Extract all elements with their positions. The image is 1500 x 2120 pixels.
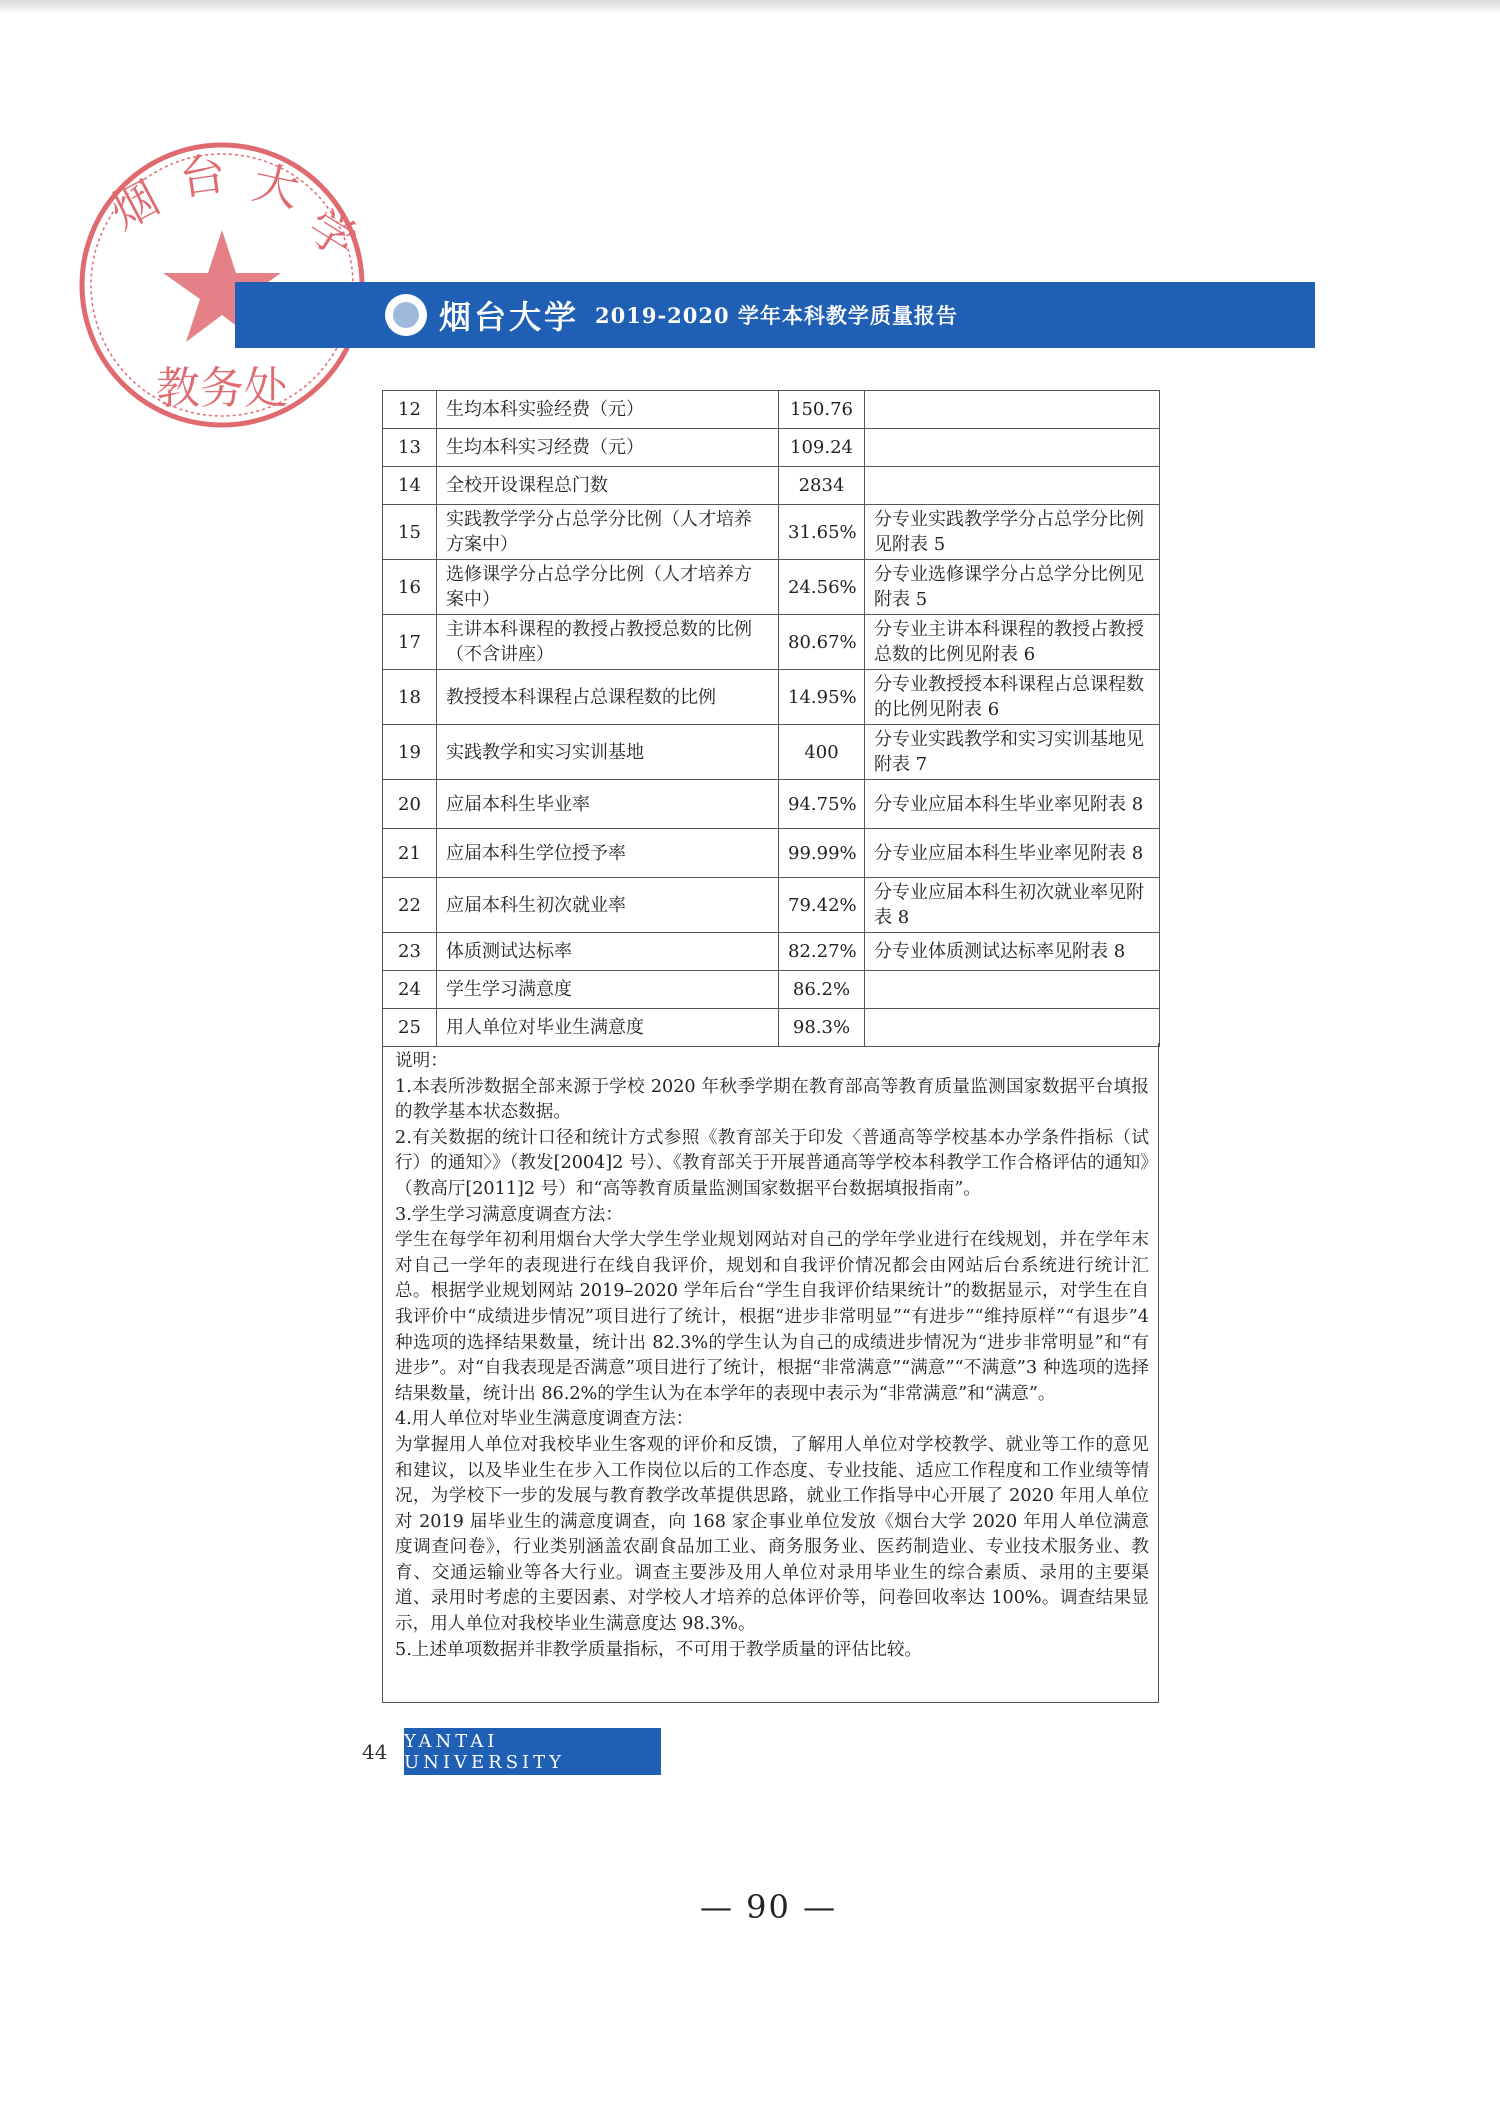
row-value: 14.95% <box>779 670 865 725</box>
row-note: 分专业实践教学和实习实训基地见附表 7 <box>865 725 1160 780</box>
row-item: 教授授本科课程占总课程数的比例 <box>437 670 779 725</box>
note-3-body: 学生在每学年初利用烟台大学大学生学业规划网站对自己的学年学业进行在线规划，并在学年末对自己一学年的表现进行在线自我评价，规划和自我评价情况都会由网站后台系统进行统计汇总。根据学业规划网站 2019–2020 学年后台“学生自我评价结果统计”的数据显示，对学生在自我评价中“成绩进步情况”项目进行了统计，根据“进步非常明显”“有进步”“维持原样”“有退步”4 种选项的选择结果数量，统计出 82.3%的学生认为自己的成绩进步情况为“进步非常明显”和“有进步”。对“自我表现是否满意”项目进行了统计，根据“非常满意”“满意”“不满意”3 种选项的选择结果数量，统计出 86.2%的学生认为在本学年的表现中表示为“非常满意”和“满意”。 <box>395 1230 1149 1404</box>
row-item: 选修课学分占总学分比例（人才培养方案中） <box>437 560 779 615</box>
row-item: 体质测试达标率 <box>437 933 779 971</box>
row-number: 23 <box>383 933 437 971</box>
row-value: 86.2% <box>779 971 865 1009</box>
row-item: 学生学习满意度 <box>437 971 779 1009</box>
row-number: 17 <box>383 615 437 670</box>
table-row <box>383 391 1160 429</box>
table-row <box>383 878 1160 933</box>
row-note: 分专业应届本科生毕业率见附表 8 <box>865 780 1160 829</box>
row-number: 24 <box>383 971 437 1009</box>
row-note <box>865 971 1160 1009</box>
row-value: 82.27% <box>779 933 865 971</box>
row-value: 31.65% <box>779 505 865 560</box>
row-item: 实践教学学分占总学分比例（人才培养方案中） <box>437 505 779 560</box>
row-item: 应届本科生初次就业率 <box>437 878 779 933</box>
table-row <box>383 829 1160 878</box>
svg-text:大: 大 <box>247 154 304 218</box>
row-item: 生均本科实验经费（元） <box>437 391 779 429</box>
svg-text:学: 学 <box>298 198 366 269</box>
note-4-body: 为掌握用人单位对我校毕业生客观的评价和反馈，了解用人单位对学校教学、就业等工作的意见和建议，以及毕业生在步入工作岗位以后的工作态度、专业技能、适应工作程度和工作业绩等情况，为学校下一步的发展与教育教学改革提供思路，就业工作指导中心开展了 2020 年用人单位对 2019 届毕业生的满意度调查，向 168 家企事业单位发放《烟台大学 2020 年用人单位满意度调查问卷》，行业类别涵盖农副食品加工业、商务服务业、医药制造业、专业技术服务业、教育、交通运输业等各大行业。调查主要涉及用人单位对录用毕业生的综合素质、录用的主要渠道、录用时考虑的主要因素、对学校人才培养的总体评价等，问卷回收率达 100%。调查结果显示，用人单位对我校毕业生满意度达 98.3%。 <box>395 1434 1149 1635</box>
row-value: 98.3% <box>779 1009 865 1047</box>
row-note: 分专业主讲本科课程的教授占教授总数的比例见附表 6 <box>865 615 1160 670</box>
page-number: — 90 — <box>700 1888 838 1926</box>
row-note: 分专业实践教学学分占总学分比例见附表 5 <box>865 505 1160 560</box>
row-note <box>865 391 1160 429</box>
svg-text:台: 台 <box>176 146 230 206</box>
row-note <box>865 429 1160 467</box>
row-item: 用人单位对毕业生满意度 <box>437 1009 779 1047</box>
table-row <box>383 560 1160 615</box>
row-note: 分专业选修课学分占总学分比例见附表 5 <box>865 560 1160 615</box>
row-item: 全校开设课程总门数 <box>437 467 779 505</box>
row-note: 分专业应届本科生毕业率见附表 8 <box>865 829 1160 878</box>
row-value: 150.76 <box>779 391 865 429</box>
report-header-banner <box>235 282 1315 348</box>
report-page-label: 44 <box>362 1740 388 1764</box>
row-number: 19 <box>383 725 437 780</box>
report-title: 2019-2020 学年本科教学质量报告 <box>595 303 958 328</box>
university-logo-icon <box>385 294 427 336</box>
row-note: 分专业体质测试达标率见附表 8 <box>865 933 1160 971</box>
row-number: 16 <box>383 560 437 615</box>
row-value: 80.67% <box>779 615 865 670</box>
row-item: 生均本科实习经费（元） <box>437 429 779 467</box>
row-item: 应届本科生学位授予率 <box>437 829 779 878</box>
note-5: 5.上述单项数据并非教学质量指标，不可用于教学质量的评估比较。 <box>395 1639 923 1660</box>
table-row <box>383 467 1160 505</box>
row-note: 分专业教授授本科课程占总课程数的比例见附表 6 <box>865 670 1160 725</box>
row-note <box>865 467 1160 505</box>
row-item: 主讲本科课程的教授占教授总数的比例（不含讲座） <box>437 615 779 670</box>
note-2: 2.有关数据的统计口径和统计方式参照《教育部关于印发〈普通高等学校基本办学条件指标（试行）的通知〉》（教发[2004]2 号）、《教育部关于开展普通高等学校本科教学工作合格评估的通知》（教高厅[2011]2 号）和“高等教育质量监测国家数据平台数据填报指南”。 <box>395 1127 1149 1199</box>
row-number: 18 <box>383 670 437 725</box>
table-row <box>383 725 1160 780</box>
row-value: 24.56% <box>779 560 865 615</box>
table-row <box>383 971 1160 1009</box>
row-note <box>865 1009 1160 1047</box>
note-3-title: 3.学生学习满意度调查方法： <box>395 1204 623 1225</box>
row-item: 实践教学和实习实训基地 <box>437 725 779 780</box>
table-row <box>383 933 1160 971</box>
row-value: 400 <box>779 725 865 780</box>
table-row <box>383 670 1160 725</box>
table-row <box>383 1009 1160 1047</box>
row-number: 22 <box>383 878 437 933</box>
table-row <box>383 505 1160 560</box>
row-value: 79.42% <box>779 878 865 933</box>
svg-text:教务处: 教务处 <box>156 363 288 414</box>
row-item: 应届本科生毕业率 <box>437 780 779 829</box>
row-number: 12 <box>383 391 437 429</box>
notes-heading: 说明： <box>395 1051 448 1071</box>
row-number: 15 <box>383 505 437 560</box>
row-note: 分专业应届本科生初次就业率见附表 8 <box>865 878 1160 933</box>
row-value: 109.24 <box>779 429 865 467</box>
note-4-title: 4.用人单位对毕业生满意度调查方法： <box>395 1409 694 1430</box>
row-number: 14 <box>383 467 437 505</box>
university-name: 烟台大学 <box>439 298 580 336</box>
table-row <box>383 429 1160 467</box>
row-number: 21 <box>383 829 437 878</box>
notes-section <box>382 1043 1159 1703</box>
row-number: 25 <box>383 1009 437 1047</box>
teaching-data-table <box>382 390 1160 1047</box>
scan-edge <box>0 0 1500 14</box>
row-value: 94.75% <box>779 780 865 829</box>
note-1: 1.本表所涉数据全部来源于学校 2020 年秋季学期在教育部高等教育质量监测国家数据平台填报的教学基本状态数据。 <box>395 1076 1149 1123</box>
svg-text:烟: 烟 <box>101 170 168 240</box>
row-number: 20 <box>383 780 437 829</box>
row-value: 2834 <box>779 467 865 505</box>
table-row <box>383 615 1160 670</box>
row-number: 13 <box>383 429 437 467</box>
table-row <box>383 780 1160 829</box>
university-en-banner: YANTAI UNIVERSITY <box>404 1728 661 1775</box>
row-value: 99.99% <box>779 829 865 878</box>
